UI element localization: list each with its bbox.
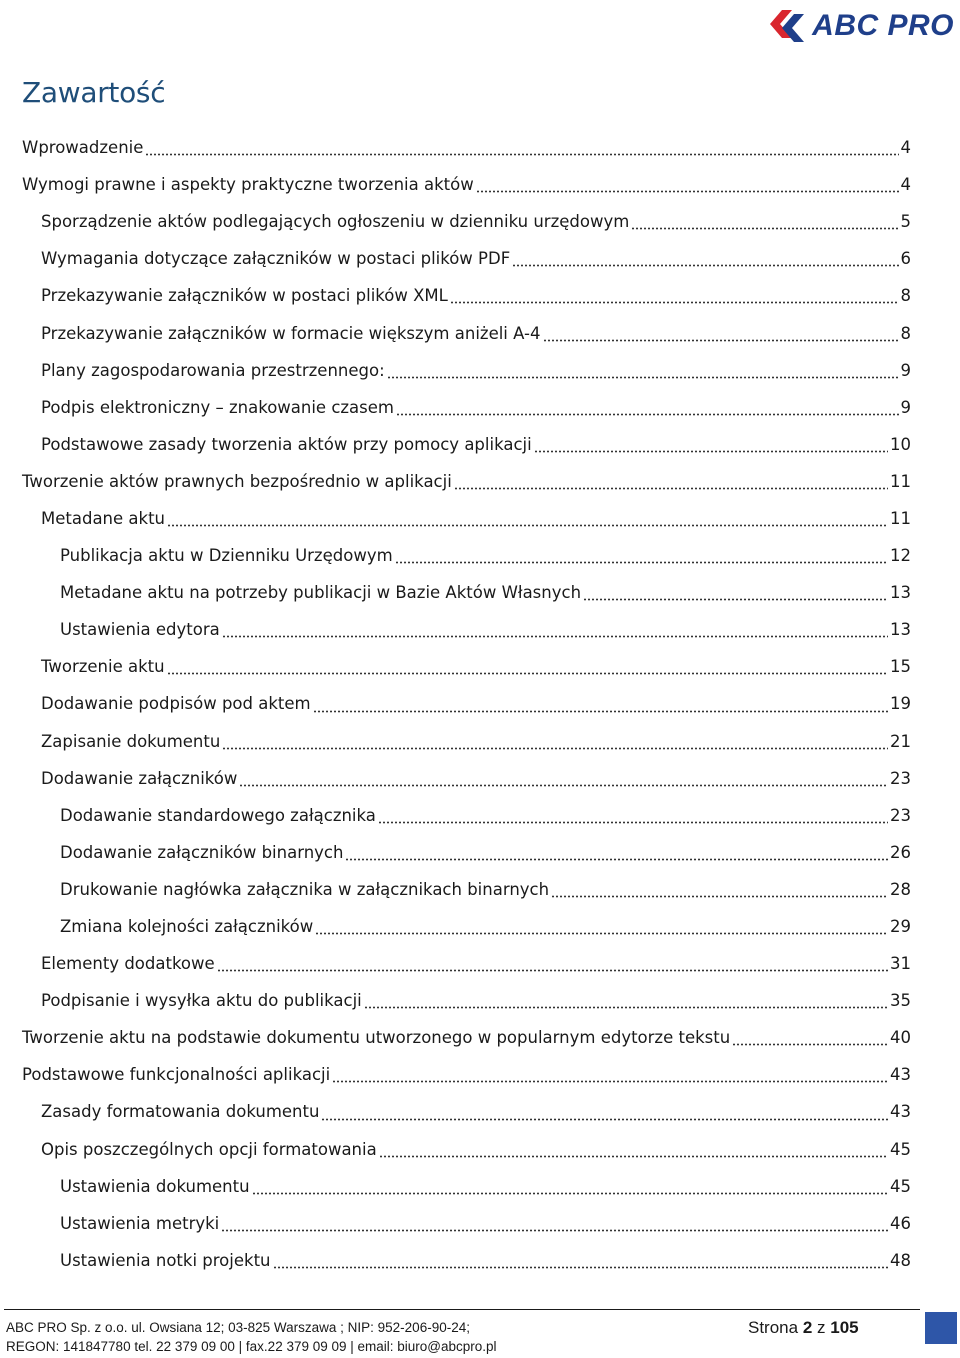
- toc-entry[interactable]: [0, 1019, 960, 1056]
- toc-dot-leader: [145, 153, 898, 156]
- toc-entry-title: Zmiana kolejności załączników: [60, 917, 314, 937]
- toc-dot-leader: [315, 932, 888, 935]
- toc-entry-title: Wymogi prawne i aspekty praktyczne tworzenia aktów: [22, 175, 474, 195]
- toc-entry[interactable]: [0, 945, 960, 982]
- footer-accent-box: [925, 1312, 957, 1344]
- toc-entry-page: 10: [890, 434, 911, 454]
- toc-entry-page: 11: [890, 508, 911, 528]
- toc-entry-title: Podstawowe funkcjonalności aplikacji: [22, 1065, 331, 1085]
- toc-entry[interactable]: [0, 314, 960, 351]
- toc-entry[interactable]: [0, 129, 960, 166]
- toc-dot-leader: [551, 895, 888, 898]
- page-prefix: Strona: [748, 1318, 799, 1337]
- toc-entry-page: 43: [890, 1065, 911, 1085]
- toc-entry-title: Przekazywanie załączników w formacie większym aniżeli A-4: [41, 323, 541, 343]
- toc-entry[interactable]: [0, 723, 960, 760]
- toc-entry[interactable]: [0, 277, 960, 314]
- toc-entry-page: 46: [890, 1213, 911, 1233]
- toc-dot-leader: [396, 413, 899, 416]
- toc-entry[interactable]: [0, 1056, 960, 1093]
- toc-entry-page: 45: [890, 1139, 911, 1159]
- footer-company-info: [6, 1318, 497, 1356]
- toc-entry[interactable]: [0, 760, 960, 797]
- toc-dot-leader: [252, 1192, 888, 1195]
- toc-entry-title: Sporządzenie aktów podlegających ogłoszeniu w dzienniku urzędowym: [41, 212, 630, 232]
- toc-entry-page: 31: [890, 954, 911, 974]
- toc-dot-leader: [222, 747, 888, 750]
- toc-dot-leader: [379, 1155, 888, 1158]
- table-of-contents: [0, 129, 960, 1279]
- toc-entry[interactable]: [0, 1168, 960, 1205]
- toc-dot-leader: [543, 339, 899, 342]
- toc-entry-title: Elementy dodatkowe: [41, 954, 215, 974]
- toc-entry[interactable]: [0, 537, 960, 574]
- toc-entry-page: 8: [900, 286, 911, 306]
- toc-entry-title: Zasady formatowania dokumentu: [41, 1102, 320, 1122]
- toc-entry-title: Tworzenie aktów prawnych bezpośrednio w aplikacji: [22, 471, 452, 491]
- toc-entry[interactable]: [0, 463, 960, 500]
- toc-entry[interactable]: [0, 389, 960, 426]
- toc-entry-page: 29: [890, 917, 911, 937]
- toc-entry-title: Opis poszczególnych opcji formatowania: [41, 1139, 377, 1159]
- toc-dot-leader: [364, 1006, 888, 1009]
- page-total: 105: [830, 1318, 859, 1337]
- toc-entry-page: 15: [890, 657, 911, 677]
- toc-entry[interactable]: [0, 352, 960, 389]
- toc-entry-title: Podpisanie i wysyłka aktu do publikacji: [41, 991, 362, 1011]
- toc-dot-leader: [222, 635, 888, 638]
- toc-entry-title: Przekazywanie załączników w postaci plików XML: [41, 286, 448, 306]
- toc-entry-page: 35: [890, 991, 911, 1011]
- page-current: 2: [802, 1318, 813, 1337]
- toc-dot-leader: [345, 858, 888, 861]
- toc-entry-page: 11: [890, 471, 911, 491]
- toc-entry[interactable]: [0, 240, 960, 277]
- toc-dot-leader: [321, 1118, 888, 1121]
- toc-dot-leader: [387, 376, 899, 379]
- toc-entry-title: Podpis elektroniczny – znakowanie czasem: [41, 397, 394, 417]
- toc-entry-title: Dodawanie załączników: [41, 768, 238, 788]
- toc-entry[interactable]: [0, 982, 960, 1019]
- toc-entry[interactable]: [0, 166, 960, 203]
- toc-entry[interactable]: [0, 908, 960, 945]
- toc-entry-title: Ustawienia dokumentu: [60, 1176, 250, 1196]
- toc-dot-leader: [378, 821, 888, 824]
- toc-entry[interactable]: [0, 1093, 960, 1130]
- toc-entry[interactable]: [0, 574, 960, 611]
- toc-dot-leader: [221, 1229, 888, 1232]
- toc-entry[interactable]: [0, 1205, 960, 1242]
- toc-entry-title: Dodawanie standardowego załącznika: [60, 805, 376, 825]
- toc-entry[interactable]: [0, 500, 960, 537]
- toc-entry-page: 21: [890, 731, 911, 751]
- abc-pro-logo-icon: [768, 6, 808, 46]
- toc-entry-title: Metadane aktu na potrzeby publikacji w Bazie Aktów Własnych: [60, 583, 582, 603]
- toc-entry[interactable]: [0, 685, 960, 722]
- toc-dot-leader: [534, 450, 888, 453]
- toc-entry-page: 9: [900, 360, 911, 380]
- toc-entry-title: Plany zagospodarowania przestrzennego:: [41, 360, 385, 380]
- toc-entry-page: 8: [900, 323, 911, 343]
- toc-entry-title: Wprowadzenie: [22, 138, 144, 158]
- toc-entry-page: 4: [900, 138, 911, 158]
- toc-dot-leader: [450, 301, 899, 304]
- footer-address: ABC PRO Sp. z o.o. ul. Owsiana 12; 03-825 Warszawa ; NIP: 952-206-90-24;: [6, 1320, 470, 1335]
- toc-entry-title: Tworzenie aktu: [41, 657, 165, 677]
- toc-entry-page: 12: [890, 546, 911, 566]
- toc-entry-title: Drukowanie nagłówka załącznika w załącznikach binarnych: [60, 879, 550, 899]
- toc-dot-leader: [512, 264, 898, 267]
- footer-contact: REGON: 141847780 tel. 22 379 09 00 | fax.22 379 09 09 | email: biuro@abcpro.pl: [6, 1339, 497, 1354]
- toc-entry-page: 26: [890, 842, 911, 862]
- toc-dot-leader: [332, 1080, 888, 1083]
- toc-entry[interactable]: [0, 1242, 960, 1279]
- toc-dot-leader: [454, 487, 888, 490]
- toc-entry-page: 43: [890, 1102, 911, 1122]
- toc-entry-page: 28: [890, 879, 911, 899]
- toc-entry[interactable]: [0, 797, 960, 834]
- toc-dot-leader: [167, 524, 888, 527]
- toc-entry-title: Ustawienia metryki: [60, 1213, 220, 1233]
- toc-dot-leader: [273, 1266, 889, 1269]
- toc-entry[interactable]: [0, 611, 960, 648]
- toc-entry[interactable]: [0, 1131, 960, 1168]
- toc-entry[interactable]: [0, 871, 960, 908]
- page-separator: z: [817, 1318, 826, 1337]
- toc-title: Zawartość: [22, 76, 166, 109]
- toc-entry-title: Zapisanie dokumentu: [41, 731, 221, 751]
- company-logo: [768, 6, 954, 46]
- toc-dot-leader: [732, 1043, 888, 1046]
- toc-dot-leader: [395, 561, 888, 564]
- toc-entry-title: Dodawanie załączników binarnych: [60, 842, 344, 862]
- toc-entry-title: Wymagania dotyczące załączników w postaci plików PDF: [41, 249, 511, 269]
- toc-dot-leader: [313, 710, 888, 713]
- toc-entry-page: 5: [900, 212, 911, 232]
- toc-dot-leader: [583, 598, 888, 601]
- toc-entry-title: Ustawienia edytora: [60, 620, 220, 640]
- toc-dot-leader: [476, 190, 899, 193]
- toc-entry-title: Ustawienia notki projektu: [60, 1250, 271, 1270]
- toc-dot-leader: [167, 672, 888, 675]
- toc-entry-page: 4: [900, 175, 911, 195]
- footer-page-number: [748, 1318, 859, 1338]
- toc-entry-title: Tworzenie aktu na podstawie dokumentu utworzonego w popularnym edytorze tekstu: [22, 1028, 731, 1048]
- toc-entry-title: Podstawowe zasady tworzenia aktów przy pomocy aplikacji: [41, 434, 532, 454]
- toc-entry[interactable]: [0, 834, 960, 871]
- logo-text: ABC PRO: [812, 9, 954, 42]
- toc-entry-title: Publikacja aktu w Dzienniku Urzędowym: [60, 546, 393, 566]
- toc-entry-page: 45: [890, 1176, 911, 1196]
- toc-entry[interactable]: [0, 203, 960, 240]
- toc-dot-leader: [631, 227, 898, 230]
- toc-entry-page: 23: [890, 768, 911, 788]
- toc-entry-page: 23: [890, 805, 911, 825]
- toc-entry-page: 13: [890, 620, 911, 640]
- toc-entry-title: Dodawanie podpisów pod aktem: [41, 694, 311, 714]
- toc-entry[interactable]: [0, 648, 960, 685]
- toc-entry-page: 13: [890, 583, 911, 603]
- toc-entry-page: 6: [900, 249, 911, 269]
- toc-entry-title: Metadane aktu: [41, 508, 165, 528]
- toc-entry-page: 48: [890, 1250, 911, 1270]
- toc-entry-page: 40: [890, 1028, 911, 1048]
- toc-entry-page: 9: [900, 397, 911, 417]
- toc-entry[interactable]: [0, 426, 960, 463]
- footer-divider: [4, 1309, 920, 1310]
- toc-dot-leader: [239, 784, 888, 787]
- toc-entry-page: 19: [890, 694, 911, 714]
- toc-dot-leader: [217, 969, 888, 972]
